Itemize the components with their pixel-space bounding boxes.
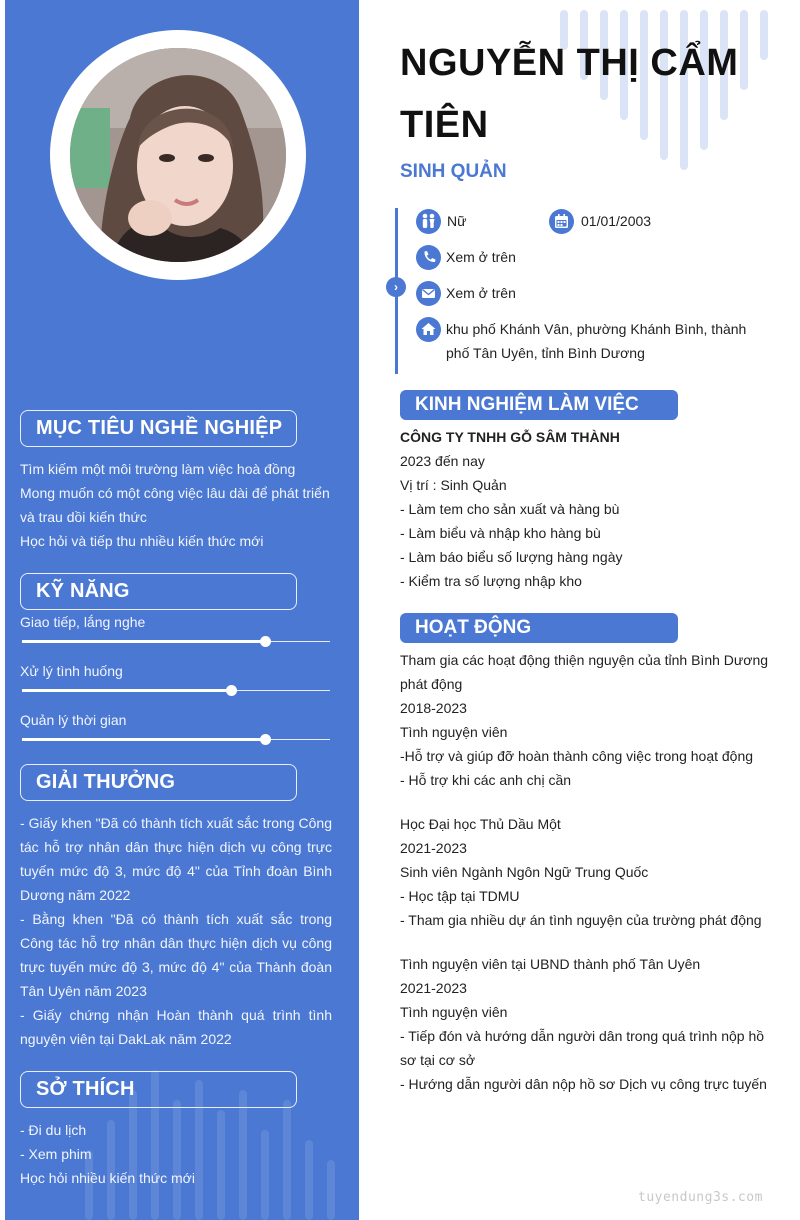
activity-detail: - Tham gia nhiều dự án tình nguyện của trường phát động <box>400 912 762 928</box>
activity-group <box>400 812 780 932</box>
experience-duty: - Làm báo biểu số lượng hàng ngày <box>400 549 623 565</box>
hobby-item: - Xem phim <box>20 1146 92 1162</box>
candidate-position: SINH QUẢN <box>400 161 507 182</box>
chevron-right-icon: › <box>386 277 406 297</box>
objective-text <box>20 457 332 553</box>
experience-duty: - Kiểm tra số lượng nhập kho <box>400 573 582 589</box>
activities-heading: HOẠT ĐỘNG <box>400 613 678 643</box>
objective-heading: MỤC TIÊU NGHỀ NGHIỆP <box>20 410 297 447</box>
address-value: khu phố Khánh Vân, phường Khánh Bình, thành phố Tân Uyên, tỉnh Bình Dương <box>446 321 747 361</box>
phone-icon <box>416 245 441 270</box>
activity-name: Học Đại học Thủ Dầu Một <box>400 816 561 832</box>
skill-bar-fill <box>22 738 265 741</box>
phone-value: Xem ở trên <box>446 249 516 265</box>
activity-group <box>400 648 780 792</box>
activity-role: Tình nguyện viên <box>400 1004 508 1020</box>
hobbies-text <box>20 1118 332 1190</box>
award-item: - Bằng khen "Đã có thành tích xuất sắc trong Công tác hỗ trợ nhân dân thực hiện dịch vụ công trực tuyến mức độ 3, mức độ 4" của Thành đoàn Tân Uyên năm 2023 <box>20 911 332 999</box>
experience-duty: - Làm biểu và nhập kho hàng bù <box>400 525 601 541</box>
experience-role: Vị trí : Sinh Quản <box>400 477 507 493</box>
experience-heading: KINH NGHIỆM LÀM VIỆC <box>400 390 678 420</box>
skill-label: Quản lý thời gian <box>20 712 127 728</box>
award-item: - Giấy khen "Đã có thành tích xuất sắc trong Công tác hỗ trợ nhân dân thực hiện dịch vụ công trực tuyến mức độ 3, mức độ 4" của Tỉnh đoàn Bình Dương năm 2022 <box>20 815 332 903</box>
awards-text <box>20 811 332 1051</box>
activity-group <box>400 952 780 1096</box>
home-icon <box>416 317 441 342</box>
experience-duty: - Làm tem cho sản xuất và hàng bù <box>400 501 620 517</box>
awards-heading: GIẢI THƯỞNG <box>20 764 297 801</box>
company-name: CÔNG TY TNHH GỖ SÂM THÀNH <box>400 429 620 445</box>
skill-label: Giao tiếp, lắng nghe <box>20 614 146 630</box>
birthday-value: 01/01/2003 <box>581 213 652 229</box>
activity-detail: -Hỗ trợ và giúp đỡ hoàn thành công việc trong hoạt động <box>400 748 754 764</box>
gender-icon <box>416 209 441 234</box>
skill-bar-fill <box>22 640 265 643</box>
activity-period: 2018-2023 <box>400 700 467 716</box>
mail-icon <box>416 281 441 306</box>
skill-label: Xử lý tình huống <box>20 663 123 679</box>
award-item: - Giấy chứng nhận Hoàn thành quá trình tình nguyện viên tại DakLak năm 2022 <box>20 1007 332 1047</box>
skill-bar <box>22 690 330 691</box>
activity-period: 2021-2023 <box>400 980 467 996</box>
objective-line: Mong muốn có một công việc lâu dài để phát triển và trau dồi kiến thức <box>20 485 330 525</box>
avatar <box>70 48 286 262</box>
experience-section <box>400 425 780 593</box>
activity-name: Tình nguyện viên tại UBND thành phố Tân Uyên <box>400 956 701 972</box>
objective-line: Tìm kiếm một môi trường làm việc hoà đồng <box>20 461 296 477</box>
candidate-name: NGUYỄN THỊ CẨM TIÊN <box>400 42 739 146</box>
email-value: Xem ở trên <box>446 285 516 301</box>
hobby-item: Học hỏi nhiều kiến thức mới <box>20 1170 195 1186</box>
activity-period: 2021-2023 <box>400 840 467 856</box>
hobby-item: - Đi du lịch <box>20 1122 87 1138</box>
experience-period: 2023 đến nay <box>400 453 485 469</box>
activity-detail: - Hỗ trợ khi các anh chị cần <box>400 772 572 788</box>
activity-role: Tình nguyện viên <box>400 724 508 740</box>
activity-detail: - Học tập tại TDMU <box>400 888 520 904</box>
activity-detail: - Tiếp đón và hướng dẫn người dân trong quá trình nộp hồ sơ tại cơ sở <box>400 1028 765 1068</box>
objective-line: Học hỏi và tiếp thu nhiều kiến thức mới <box>20 533 264 549</box>
activity-name: Tham gia các hoạt động thiện nguyện của tỉnh Bình Dương phát động <box>400 652 769 692</box>
calendar-icon <box>549 209 574 234</box>
hobbies-heading: SỞ THÍCH <box>20 1071 297 1108</box>
activity-role: Sinh viên Ngành Ngôn Ngữ Trung Quốc <box>400 864 649 880</box>
skill-bar-fill <box>22 689 231 692</box>
activity-detail: - Hướng dẫn người dân nộp hồ sơ Dịch vụ công trực tuyến <box>400 1076 767 1092</box>
skill-bar <box>22 641 330 642</box>
gender-value: Nữ <box>447 213 467 229</box>
watermark: tuyendung3s.com <box>638 1190 763 1205</box>
skill-bar <box>22 739 330 740</box>
skills-heading: KỸ NĂNG <box>20 573 297 610</box>
